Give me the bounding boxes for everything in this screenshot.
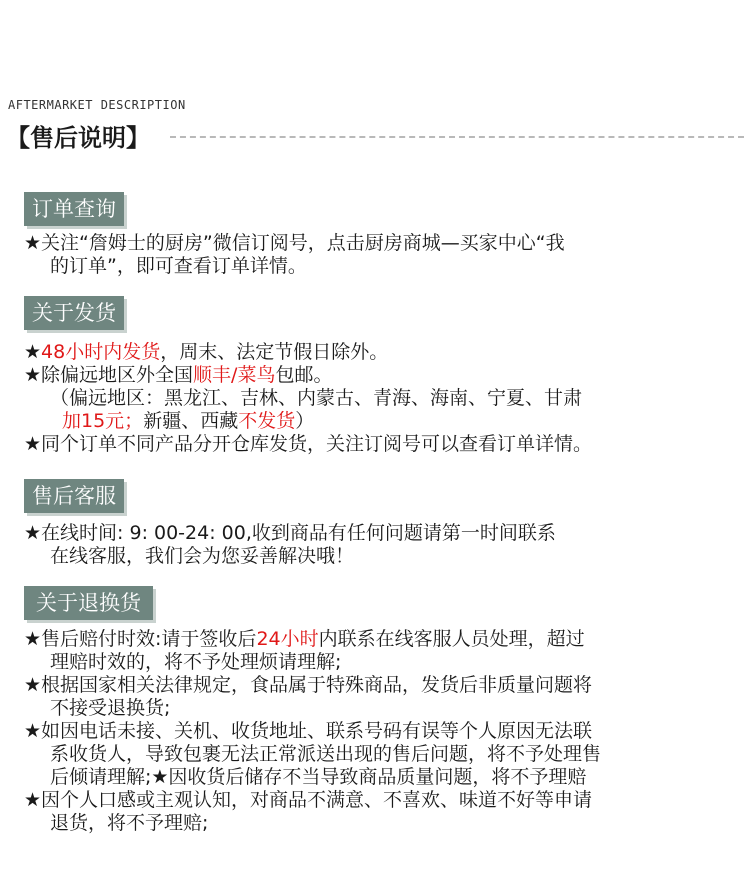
text-line: ★48小时内发货，周末、法定节假日除外。 bbox=[24, 341, 389, 363]
page-subtitle: AFTERMARKET DESCRIPTION bbox=[8, 98, 186, 112]
text-line: ★因个人口感或主观认知，对商品不满意、不喜欢、味道不好等申请 bbox=[24, 789, 593, 811]
title-divider bbox=[170, 136, 744, 138]
highlight-couriers: 顺丰/菜鸟 bbox=[193, 364, 276, 386]
text-line: ★同个订单不同产品分开仓库发货，关注订阅号可以查看订单详情。 bbox=[24, 433, 593, 455]
section-heading-shipping: 关于发货 bbox=[24, 296, 124, 330]
text-line: 在线客服，我们会为您妥善解决哦！ bbox=[50, 545, 355, 567]
text-line: 不接受退换货; bbox=[50, 697, 171, 719]
section-heading-customer-service: 售后客服 bbox=[24, 479, 124, 513]
text-line: ★根据国家相关法律规定，食品属于特殊商品，发货后非质量问题将 bbox=[24, 674, 593, 696]
text-line: 的订单”，即可查看订单详情。 bbox=[50, 255, 307, 277]
text-line: 退货，将不予理赔; bbox=[50, 812, 209, 834]
text-line: 后倾请理解;★因收货后储存不当导致商品质量问题，将不予理赔 bbox=[50, 766, 587, 788]
text-line: ★售后赔付时效:请于签收后24小时内联系在线客服人员处理，超过 bbox=[24, 628, 585, 650]
text-line: （偏远地区：黑龙江、吉林、内蒙古、青海、海南、宁夏、甘肃 bbox=[50, 387, 583, 409]
text-line: 加15元；新疆、西藏不发货） bbox=[62, 410, 315, 432]
highlight-24h: 24小时 bbox=[256, 628, 319, 650]
highlight-surcharge: 加15元； bbox=[62, 410, 144, 432]
section-heading-order-query: 订单查询 bbox=[24, 192, 124, 226]
text-line: ★关注“詹姆士的厨房”微信订阅号，点击厨房商城—买家中心“我 bbox=[24, 232, 565, 254]
section-heading-returns: 关于退换货 bbox=[24, 586, 153, 620]
section-body-order-query bbox=[24, 232, 734, 278]
section-body-customer-service bbox=[24, 522, 734, 568]
text-line: ★在线时间: 9: 00-24: 00,收到商品有任何问题请第一时间联系 bbox=[24, 522, 556, 544]
text-line: ★如因电话未接、关机、收货地址、联系号码有误等个人原因无法联 bbox=[24, 720, 593, 742]
text-line: ★除偏远地区外全国顺丰/菜鸟包邮。 bbox=[24, 364, 333, 386]
text-line: 理赔时效的，将不予处理烦请理解; bbox=[50, 651, 342, 673]
section-body-returns bbox=[24, 628, 734, 835]
text-line: 系收货人，导致包裹无法正常派送出现的售后问题，将不予处理售 bbox=[50, 743, 602, 765]
highlight-no-shipping: 不发货 bbox=[238, 410, 296, 432]
page-title: 【售后说明】 bbox=[6, 124, 150, 152]
highlight-48h-shipping: 48小时内发货 bbox=[41, 341, 161, 363]
section-body-shipping bbox=[24, 341, 734, 456]
